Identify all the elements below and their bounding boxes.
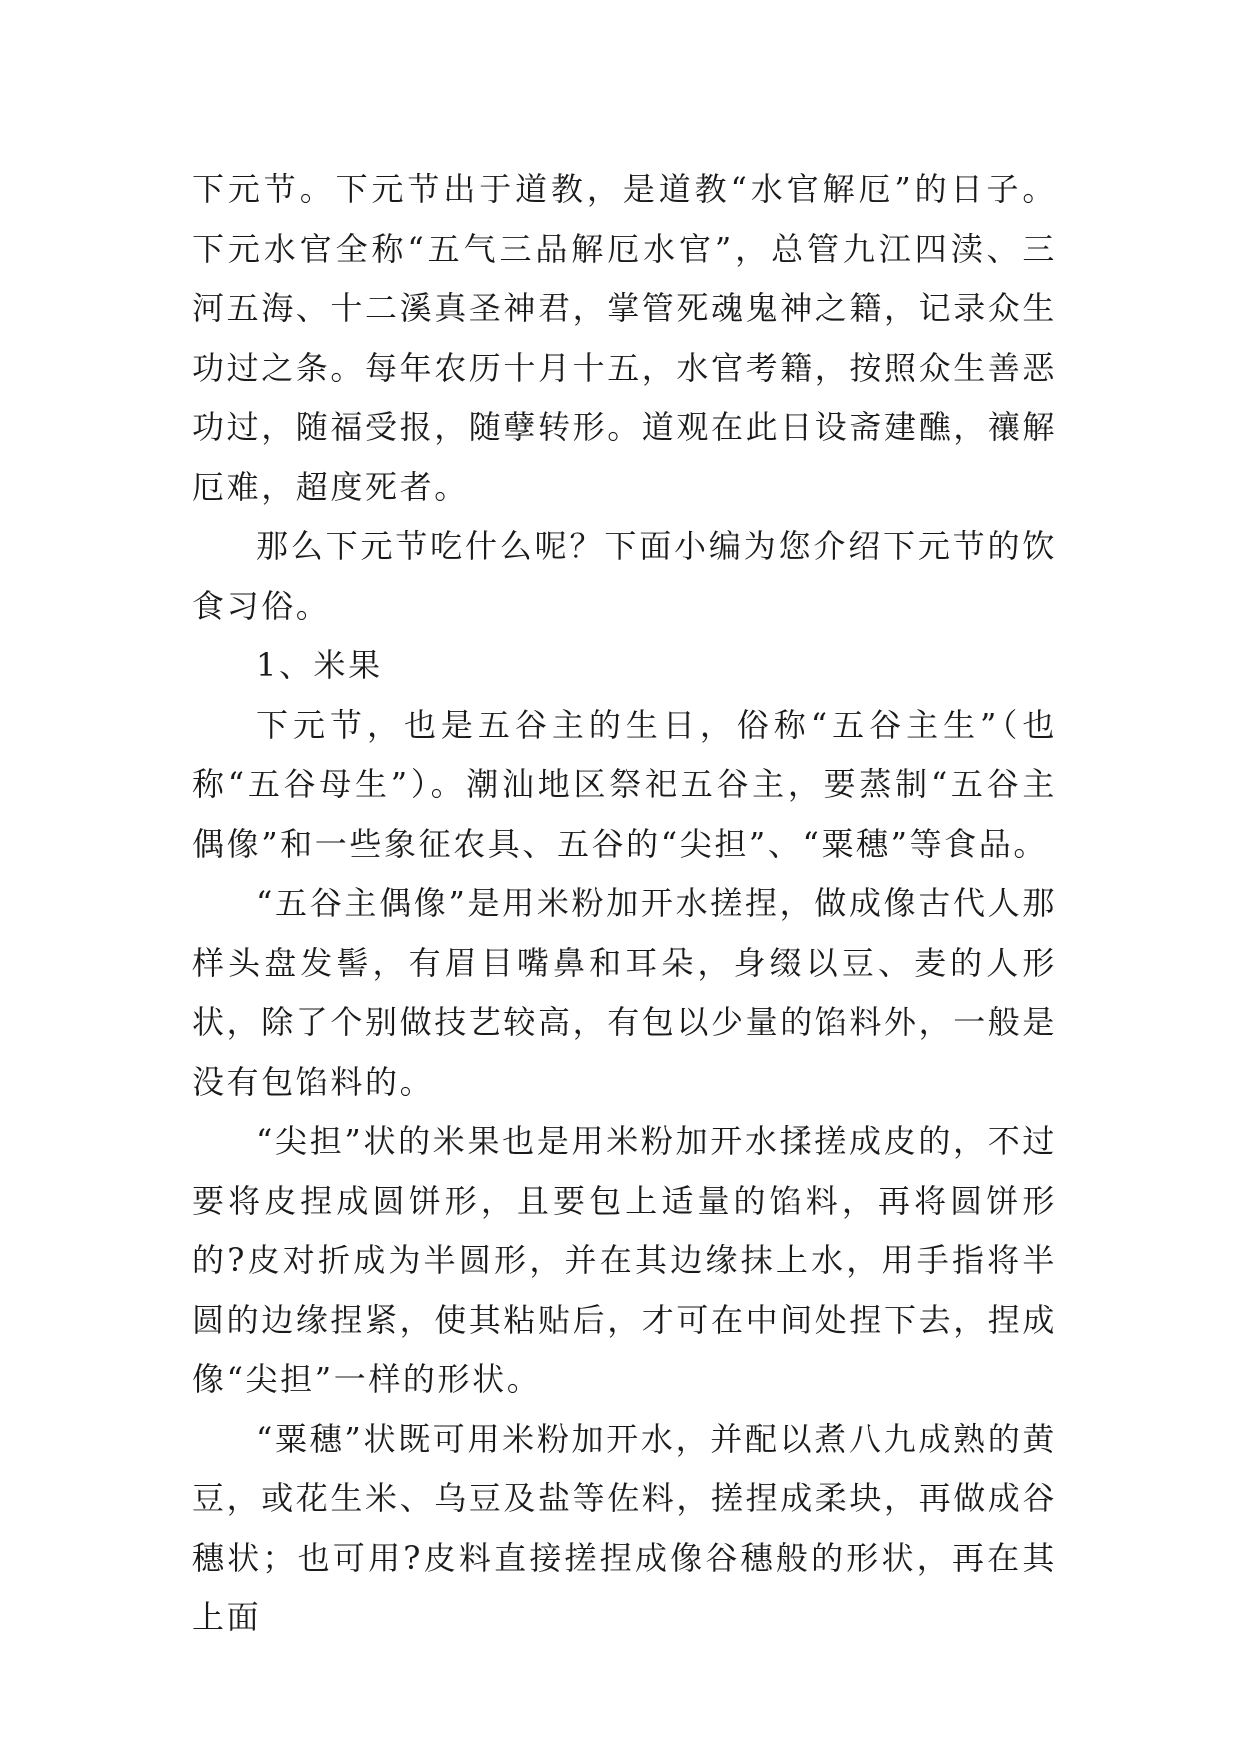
- paragraph-shoulder-pole-cake: “尖担”状的米果也是用米粉加开水揉搓成皮的，不过要将皮捏成圆饼形，且要包上适量的馅料，再将圆饼形的?皮对折成为半圆形，并在其边缘抹上水，用手指将半圆的边缘捏紧，使其粘贴后，才可在中间处捏下去，捏成像“尖担”一样的形状。: [192, 1122, 1058, 1398]
- document-body: [192, 160, 1057, 1648]
- section-heading-rice-cake: 1、米果: [256, 646, 383, 684]
- paragraph-xiayuan-intro: 下元节。下元节出于道教，是道教“水官解厄”的日子。下元水官全称“五气三品解厄水官”，总管九江四渎、三河五海、十二溪真圣神君，掌管死魂鬼神之籍，记录众生功过之条。每年农历十月十五，水官考籍，按照众生善恶功过，随福受报，随孽转形。道观在此日设斋建醮，禳解厄难，超度死者。: [192, 170, 1058, 506]
- paragraph-millet-ear-cake: “粟穗”状既可用米粉加开水，并配以煮八九成熟的黄豆，或花生米、乌豆及盐等佐料，搓捏成柔块，再做成谷穗状；也可用?皮料直接搓捏成像谷穗般的形状，再在其上面: [192, 1419, 1058, 1636]
- paragraph-what-to-eat: 那么下元节吃什么呢？下面小编为您介绍下元节的饮食习俗。: [192, 527, 1057, 625]
- paragraph-grain-lord-figure: “五谷主偶像”是用米粉加开水搓捏，做成像古代人那样头盘发髻，有眉目嘴鼻和耳朵，身缀以豆、麦的人形状，除了个别做技艺较高，有包以少量的馅料外，一般是没有包馅料的。: [192, 884, 1058, 1101]
- paragraph-grain-lord-birthday: 下元节，也是五谷主的生日，俗称“五谷主生”（也称“五谷母生”）。潮汕地区祭祀五谷主，要蒸制“五谷主偶像”和一些象征农具、五谷的“尖担”、“粟穗”等食品。: [192, 705, 1057, 863]
